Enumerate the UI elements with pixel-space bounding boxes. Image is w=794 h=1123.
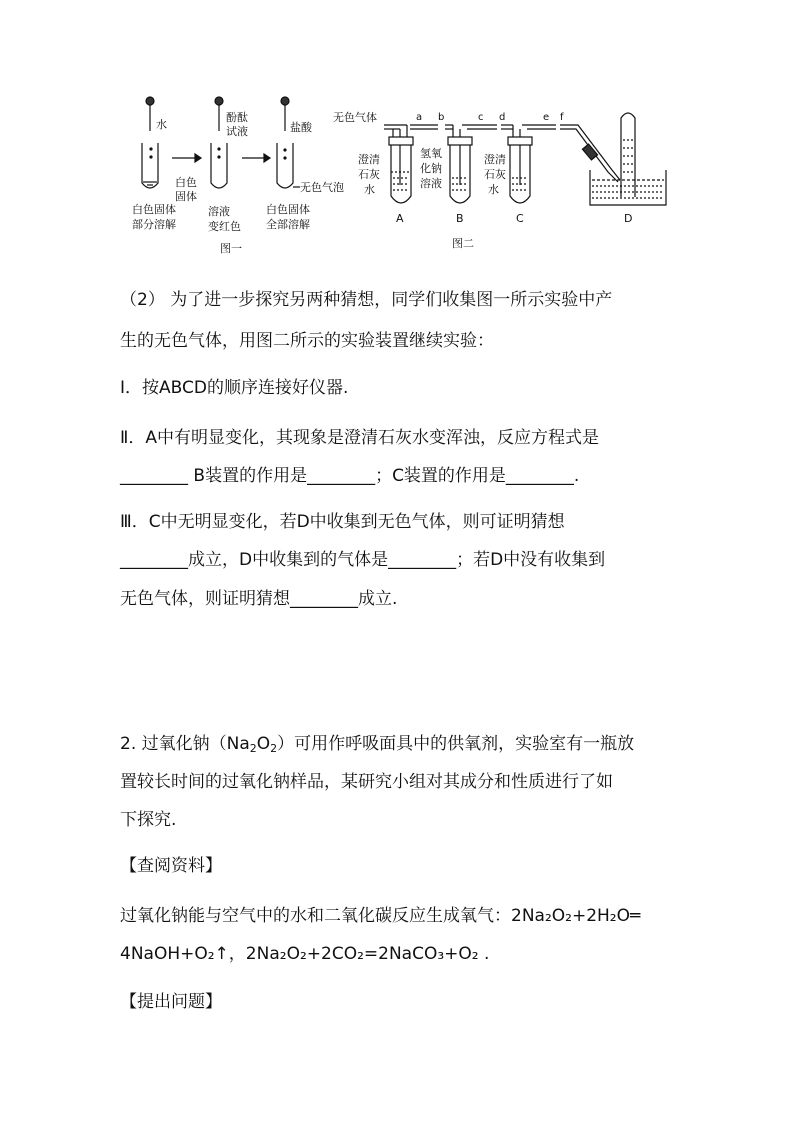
bottle-a <box>391 145 411 203</box>
stopper-c <box>508 137 532 145</box>
port-d: d <box>499 112 506 123</box>
label-c-2: 石灰 <box>484 168 506 181</box>
port-f: f <box>560 112 564 123</box>
label-C: C <box>516 212 524 225</box>
dropper-bulb-1 <box>146 97 154 105</box>
problem-2-line-3: 下探究. <box>120 810 177 830</box>
q2-step-3-line-3: 无色气体，则证明猜想________成立. <box>120 589 398 609</box>
q2-line-1: （2） 为了进一步探究另两种猜想，同学们收集图一所示实验中产 <box>120 290 613 310</box>
stopper-b <box>448 137 472 145</box>
info-line-2: 4NaOH+O₂↑，2Na₂O₂+2CO₂=2NaCO₃+O₂ . <box>120 944 490 964</box>
label-b-2: 化钠 <box>420 162 442 175</box>
label-hcl: 盐酸 <box>290 121 312 134</box>
problem-2-line-2: 置较长时间的过氧化钠样品，某研究小组对其成分和性质进行了如 <box>120 772 613 792</box>
water-trough <box>590 170 666 205</box>
caption-mid-1: 溶液 <box>208 205 230 218</box>
dropper-bulb-2 <box>215 97 223 105</box>
heading-lookup: 【查阅资料】 <box>120 856 222 876</box>
label-phenol-1: 酚酞 <box>226 111 248 124</box>
label-colorless-gas: 无色气体 <box>333 111 377 124</box>
apparatus-figure <box>0 0 794 260</box>
q2-step-3-line-2: ________成立，D中收集到的气体是________；若D中没有收集到 <box>120 550 606 570</box>
caption-right-1: 白色固体 <box>266 203 310 216</box>
caption-right-2: 全部溶解 <box>266 218 310 231</box>
info-line-1: 过氧化钠能与空气中的水和二氧化碳反应生成氧气：2Na₂O₂+2H₂O═ <box>120 906 641 926</box>
port-c: c <box>478 112 484 123</box>
label-A: A <box>396 212 404 225</box>
q2-step-3-line-1: Ⅲ．C中无明显变化，若D中收集到无色气体，则可证明猜想 <box>120 512 565 532</box>
label-white-solid-1: 白色 <box>175 176 197 189</box>
bottle-a-tubes <box>393 125 410 185</box>
label-b-3: 溶液 <box>420 177 442 190</box>
q2-step-2-line-2: ________ B装置的作用是________；C装置的作用是________. <box>120 466 580 486</box>
label-a-1: 澄清 <box>358 153 380 166</box>
port-e: e <box>543 112 550 123</box>
gas-collecting-tube <box>621 113 635 197</box>
label-B: B <box>456 212 464 225</box>
dropper-bulb-3 <box>281 97 289 105</box>
label-D: D <box>624 212 633 225</box>
label-water: 水 <box>156 118 167 131</box>
label-a-2: 石灰 <box>358 168 380 181</box>
port-a: a <box>416 112 423 123</box>
rubber-joint <box>582 144 597 160</box>
caption-mid-2: 变红色 <box>208 220 241 233</box>
label-phenol-2: 试液 <box>226 125 248 138</box>
problem-2-line-1: 2. 过氧化钠$(Na_2O_2)$可用作呼吸面具中的供氧剂，实验室有一瓶放 <box>120 734 635 755</box>
label-c-3: 水 <box>488 183 499 196</box>
q2-line-2: 生的无色气体，用图二所示的实验装置继续实验： <box>120 331 494 351</box>
equation-1: 2Na₂O₂+2H₂O═ <box>511 906 641 926</box>
figure-1-title: 图一 <box>220 242 242 255</box>
stopper-a <box>389 137 413 145</box>
q2-step-2-line-1: Ⅱ．A中有明显变化，其现象是澄清石灰水变浑浊，反应方程式是 <box>120 428 599 448</box>
caption-left-1: 白色固体 <box>132 203 176 216</box>
label-white-solid-2: 固体 <box>175 190 197 203</box>
label-b-1: 氢氧 <box>420 147 442 160</box>
q2-step-1: Ⅰ．按ABCD的顺序连接好仪器. <box>120 378 349 398</box>
port-b: b <box>438 112 445 123</box>
caption-left-2: 部分溶解 <box>132 218 176 231</box>
label-gas-bubble: 无色气泡 <box>300 181 344 194</box>
heading-question: 【提出问题】 <box>120 992 222 1012</box>
label-a-3: 水 <box>364 183 375 196</box>
figure-2-title: 图二 <box>452 237 474 250</box>
label-c-1: 澄清 <box>484 153 506 166</box>
